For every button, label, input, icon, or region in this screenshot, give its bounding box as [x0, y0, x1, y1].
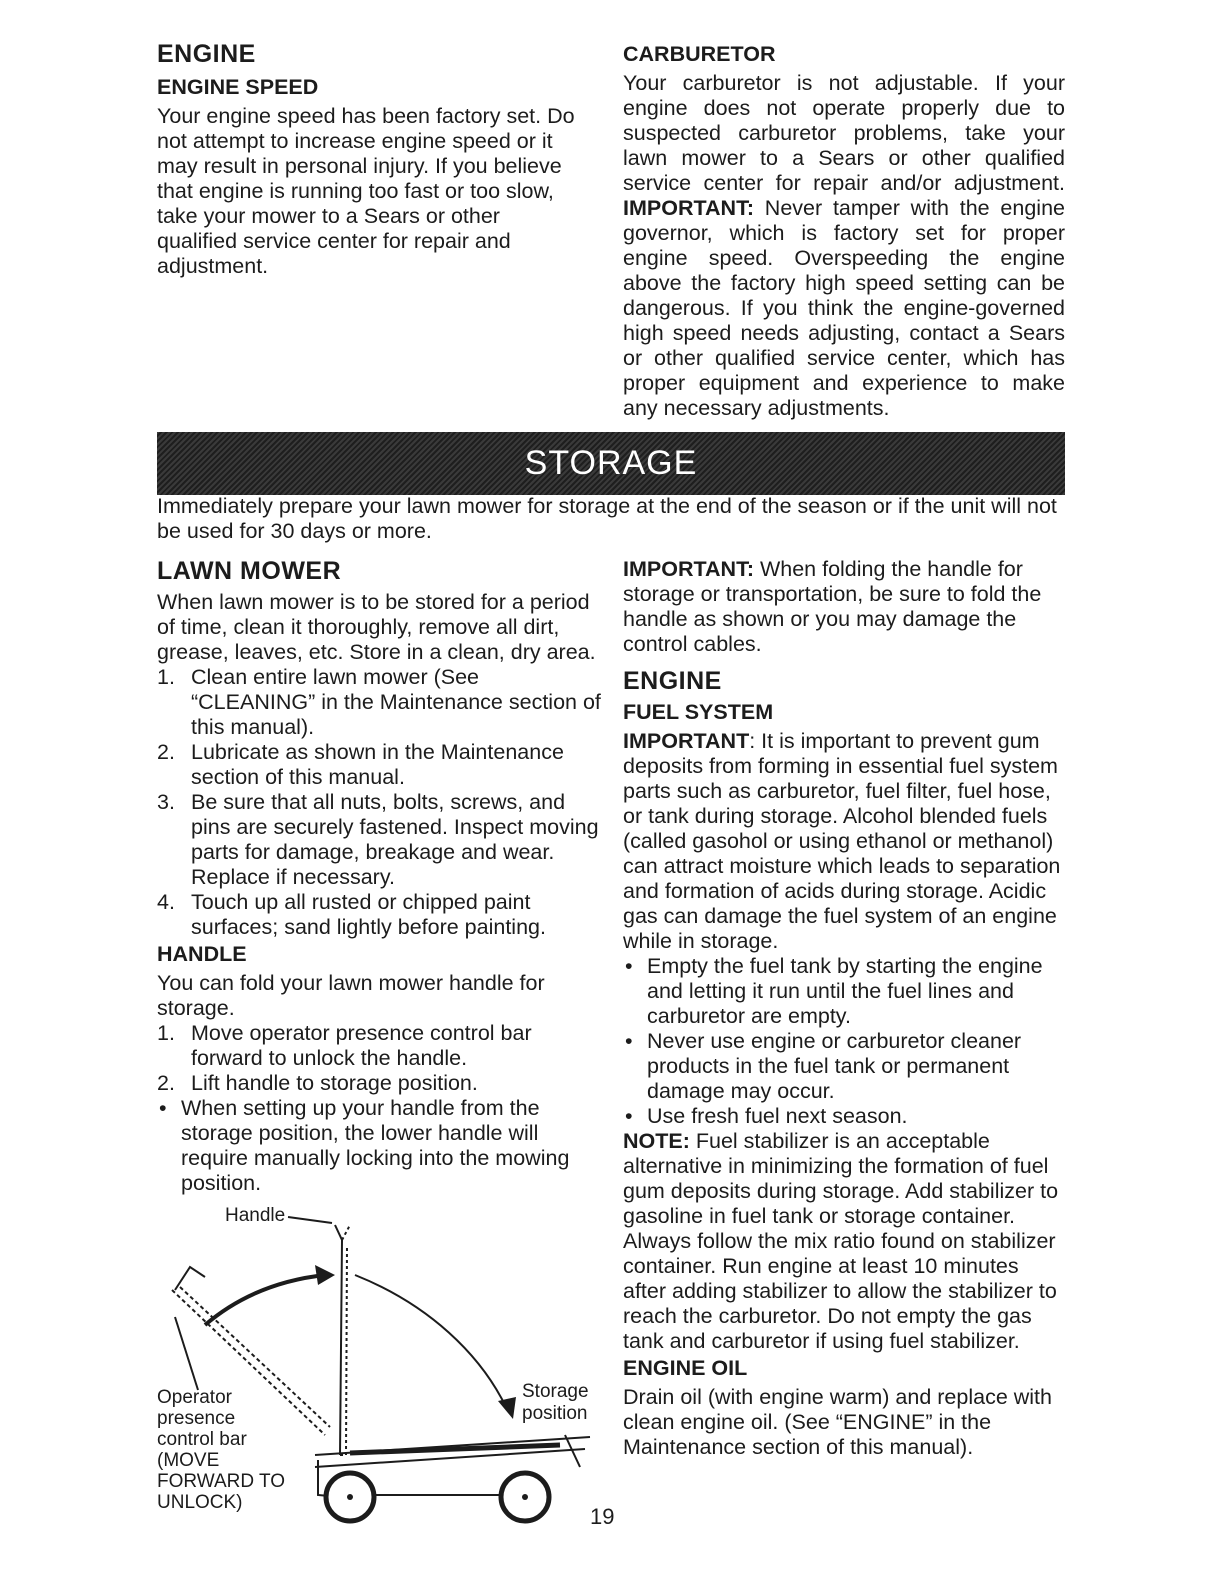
storage-banner [157, 432, 1065, 495]
carburetor-heading: CARBURETOR [623, 42, 776, 66]
list-item [623, 1029, 1065, 1104]
label-handle: Handle [225, 1205, 286, 1226]
label-operator-line: Operator [157, 1387, 232, 1408]
bullet-glyph: • [625, 1029, 633, 1053]
list-item [157, 665, 602, 740]
label-operator-line: (MOVE [157, 1450, 220, 1471]
bullet-text: Empty the fuel tank by starting the engine and letting it run until the fuel lines and carburetor are empty. [647, 954, 1043, 1028]
list-item [157, 790, 602, 890]
label-operator-line: FORWARD TO [157, 1471, 286, 1492]
engine-oil-text: Drain oil (with engine warm) and replace with clean engine oil. (See “ENGINE” in the Maintenance section of this manual). [623, 1385, 1052, 1459]
upright-handle-shape [335, 1225, 342, 1455]
list-item [157, 740, 602, 790]
label-storage-line-2: position [522, 1403, 588, 1424]
bullet-text: Use fresh fuel next season. [647, 1104, 908, 1128]
label-operator-control-bar [157, 1387, 285, 1513]
step-text: Touch up all rusted or chipped paint surfaces; sand lightly before painting. [191, 890, 546, 939]
list-item [157, 1071, 602, 1096]
handle-steps [157, 1021, 602, 1096]
label-operator-line: control bar [157, 1429, 247, 1450]
step-text: Lift handle to storage position. [191, 1071, 478, 1095]
carburetor-important-label: IMPORTANT: [623, 196, 754, 220]
engine-storage-heading: ENGINE [623, 667, 722, 695]
handle-bullets [157, 1096, 602, 1196]
engine-oil-heading: ENGINE OIL [623, 1356, 748, 1380]
step-text: Move operator presence control bar forward to unlock the handle. [191, 1021, 532, 1070]
step-number: 1. [157, 1021, 175, 1045]
engine-storage-section [623, 557, 1065, 1460]
engine-speed-text: Your engine speed has been factory set. Do not attempt to increase engine speed or it may result in personal injury. If you believe that engine is running too fast or too slow, take your mower to a Sears or other qualified service center for repair and adjustment. [157, 104, 575, 278]
step-number: 2. [157, 1071, 175, 1095]
fuel-system-text [623, 729, 1065, 954]
fuel-stabilizer-note [623, 1129, 1065, 1354]
bullet-glyph: • [159, 1096, 167, 1120]
step-number: 2. [157, 740, 175, 764]
bullet-text: Never use engine or carburetor cleaner products in the fuel tank or permanent damage may occur. [647, 1029, 1022, 1103]
fuel-system-heading: FUEL SYSTEM [623, 700, 774, 724]
carburetor-section [623, 40, 1065, 421]
lawn-mower-heading: LAWN MOWER [157, 557, 342, 585]
carburetor-important-text: Never tamper with the engine governor, which is factory set for proper engine speed. Overspeeding the engine above the factory high speed setting can be dangerous. If you think the engine-governed high speed needs adjusting, contact a Sears or other qualified service center, which has proper equipment and experience to make any necessary adjustments. [623, 196, 1065, 420]
step-text: Be sure that all nuts, bolts, screws, and pins are securely fastened. Inspect moving parts for damage, breakage and wear. Replace if necessary. [191, 790, 599, 889]
label-operator-line: presence [157, 1408, 236, 1429]
step-number: 4. [157, 890, 175, 914]
note-label: NOTE: [623, 1129, 690, 1153]
label-storage-position [522, 1381, 589, 1425]
note-text: Fuel stabilizer is an acceptable alternative in minimizing the formation of fuel gum deposits during storage. Add stabilizer to gasoline in fuel tank or storage container. Always follow the mix ratio found on stabilizer container. Run engine at least 10 minutes after adding stabilizer to allow the stabilizer to reach the carburetor. Do not empty the gas tank and carburetor if using fuel stabilizer. [623, 1129, 1059, 1353]
bullet-text: When setting up your handle from the storage position, the lower handle will require manually locking into the mowing position. [181, 1096, 570, 1195]
label-storage-line-1: Storage [522, 1381, 589, 1402]
lawn-mower-intro: When lawn mower is to be stored for a period of time, clean it thoroughly, remove all dirt, grease, leaves, etc. Store in a clean, dry area. [157, 590, 596, 664]
fuel-important-text: : It is important to prevent gum deposits from forming in essential fuel system parts such as carburetor, fuel filter, fuel hose, or tank during storage. Alcohol blended fuels (called gasohol or using ethanol or methanol) can attract moisture which leads to separation and formation of acids during storage. Acidic gas can damage the fuel system of an engine while in storage. [623, 729, 1061, 953]
storage-intro: Immediately prepare your lawn mower for storage at the end of the season or if the unit will not be used for 30 days or more. [157, 494, 1057, 543]
engine-speed-section [157, 40, 577, 279]
engine-speed-heading: ENGINE SPEED [157, 75, 319, 99]
fuel-bullets [623, 954, 1065, 1129]
page-number: 19 [590, 1504, 615, 1529]
fuel-important-label: IMPORTANT [623, 729, 750, 753]
engine-heading: ENGINE [157, 40, 256, 68]
list-item [157, 1021, 602, 1071]
rotation-arrow-shape [205, 1275, 325, 1325]
handle-intro: You can fold your lawn mower handle for storage. [157, 971, 545, 1020]
bullet-glyph: • [625, 954, 633, 978]
label-operator-line: UNLOCK) [157, 1492, 243, 1513]
handle-folding-important [623, 557, 1065, 657]
lawn-mower-section [157, 557, 602, 1196]
step-number: 3. [157, 790, 175, 814]
bullet-glyph: • [625, 1104, 633, 1128]
lawn-mower-steps [157, 665, 602, 940]
list-item [157, 1096, 602, 1196]
step-text: Clean entire lawn mower (See “CLEANING” in the Maintenance section of this manual). [191, 665, 601, 739]
carburetor-text [623, 71, 1065, 421]
handle-important-label: IMPORTANT: [623, 557, 754, 581]
handle-important-text: When folding the handle for storage or transportation, be sure to fold the handle as shown or you may damage the control cables. [623, 557, 1042, 656]
handle-heading: HANDLE [157, 942, 247, 966]
storage-banner-title: STORAGE [524, 444, 698, 482]
list-item [623, 954, 1065, 1029]
handle-fold-illustration [150, 1205, 610, 1535]
carburetor-paragraph: Your carburetor is not adjustable. If your engine does not operate properly due to suspected carburetor problems, take your lawn mower to a Sears or other qualified service center for repair and/or adjustment. [623, 71, 1065, 195]
step-text: Lubricate as shown in the Maintenance section of this manual. [191, 740, 564, 789]
list-item [157, 890, 602, 940]
list-item [623, 1104, 1065, 1129]
step-number: 1. [157, 665, 175, 689]
